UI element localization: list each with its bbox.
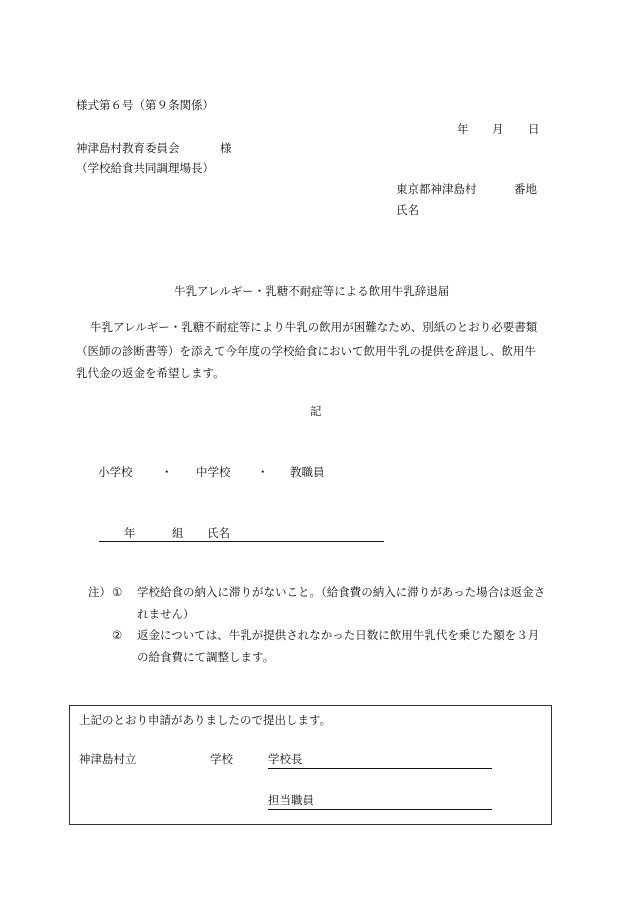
applicant-address: 東京都神津島村 [396,182,477,196]
applicant-name-label: 氏名 [396,203,419,217]
addressee: 神津島村教育委員会 [76,141,180,155]
principal-label: 学校長 [268,752,303,766]
note-2-number: ② [112,628,123,642]
school-type-middle: 中学校 [196,465,231,479]
note-2-line-1: 返金については、牛乳が提供されなかった日数に飲用牛乳代を乗じた額を３月 [137,628,540,642]
addressee-sub: （学校給食共同調理場長） [76,161,214,175]
note-1-number: ① [112,585,123,599]
student-name-label: 氏名 [207,526,230,540]
body-line-1: 牛乳アレルギー・乳糖不耐症等により牛乳の飲用が困難なため、別紙のとおり必要書類 [90,320,538,334]
form-number: 様式第６号（第９条関係） [76,98,214,112]
note-1-line-2: れません） [137,607,195,621]
school-type-separator-1: ・ [161,465,173,479]
body-line-2: （医師の診断書等）を添えて今年度の学校給食において飲用牛乳の提供を辞退し、飲用牛 [76,344,536,358]
student-underline [99,540,384,542]
staff-in-charge-label: 担当職員 [268,793,314,807]
school-label: 学校 [210,752,233,766]
school-type-elementary: 小学校 [98,465,133,479]
student-grade-label: 年 [124,526,136,540]
notes-label: 注） [88,585,111,599]
date-day: 日 [528,122,540,136]
submission-statement: 上記のとおり申請がありましたので提出します。 [79,713,332,727]
school-type-staff: 教職員 [290,465,325,479]
staff-underline [268,808,492,810]
note-2-line-2: の給食費にて調整します。 [137,650,275,664]
note-1-line-1: 学校給食の納入に滞りがないこと。（給食費の納入に滞りがあった場合は返金さ [137,585,546,599]
document-title: 牛乳アレルギー・乳糖不耐症等による飲用牛乳辞退届 [174,284,450,298]
principal-underline [268,767,492,769]
address-suffix: 番地 [514,182,537,196]
addressee-honorific: 様 [220,141,232,155]
village-school-label: 神津島村立 [79,752,137,766]
student-class-label: 組 [172,526,184,540]
date-month: 月 [492,122,504,136]
body-line-3: 乳代金の返金を希望します。 [76,366,225,380]
date-year: 年 [457,122,469,136]
school-type-separator-2: ・ [257,465,269,479]
ki-heading: 記 [310,404,322,418]
